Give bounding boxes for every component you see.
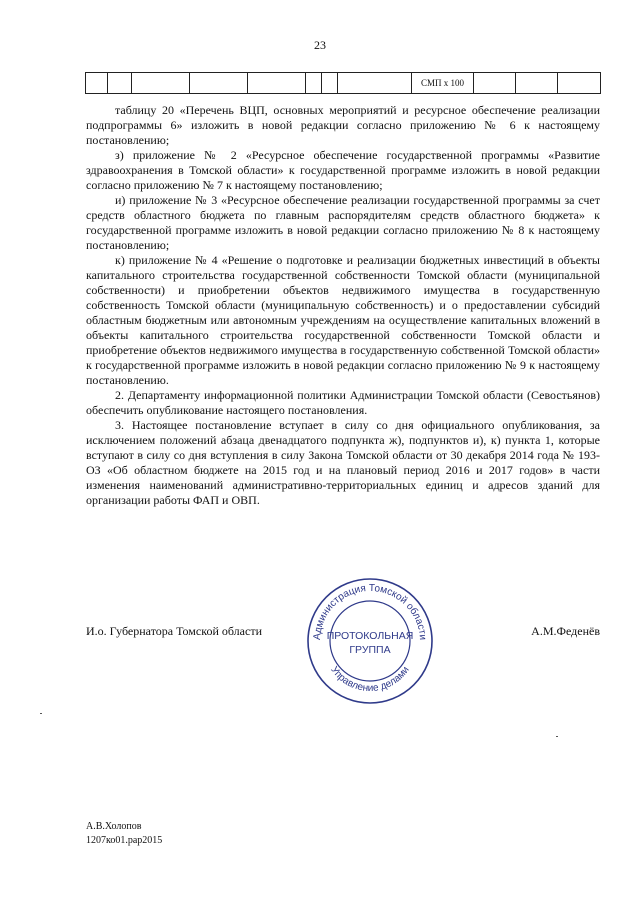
table-cell: [558, 73, 601, 94]
paragraph-subitem-k: к) приложение № 4 «Решение о подготовке и реализации бюджетных инвестиций в объекты капитального строительства государственной собственности Томской области (муниципальной собственности) и приобретении объектов недвижимого имущества в государственную собственность Томской области (муниципальную собственность) и о предоставлении субсидий областным бюджетным или автономным учреждениям на осуществление капитальных вложений в объекты капитального строительства государственной собственности Томской области и приобретение объектов недвижимого имущества в государственную собственной Томской области» к государственной программе изложить в новой редакции согласно приложению № 9 к настоящему постановлению.: [86, 253, 600, 387]
scan-speck: [40, 713, 42, 714]
paragraph-item-3: 3. Настоящее постановление вступает в силу со дня официального опубликования, за исключением положений абзаца двенадцатого подпункта ж), подпунктов и), к) пункта 1, которые вступают в силу со дня вступления в силу Закона Томской области от 30 декабря 2014 года № 193-ОЗ «Об областном бюджете на 2015 год и на плановый период 2016 и 2017 годов» в части изменения наименований административно-территориальных единиц и адресов зданий для организации работы ФАП и ОВП.: [86, 418, 600, 507]
scan-speck: [556, 736, 558, 737]
table-cell: [108, 73, 132, 94]
table-cell: [322, 73, 338, 94]
signer-name: А.М.Феденёв: [531, 624, 600, 638]
official-stamp: [304, 575, 436, 707]
stamp-center-line2: ГРУППА: [349, 644, 391, 656]
footer-author: А.В.Холопов: [86, 821, 142, 832]
document-body: [86, 103, 600, 508]
table-cell: [248, 73, 306, 94]
table-continuation-strip: [85, 72, 601, 94]
table-cell: [474, 73, 516, 94]
table-cell: [338, 73, 412, 94]
signer-title: И.о. Губернатора Томской области: [86, 624, 262, 638]
stamp-ring-bottom: Управление делами: [328, 664, 412, 695]
page-number: 23: [314, 38, 326, 52]
paragraph-item-2: 2. Департаменту информационной политики Администрации Томской области (Севостьянов) обеспечить опубликование настоящего постановления.: [86, 388, 600, 417]
table-cell: [190, 73, 248, 94]
table-cell: [306, 73, 322, 94]
footer-doc-ref: 1207ко01.рар2015: [86, 835, 163, 846]
table-cell: [132, 73, 190, 94]
table-cell-smp: СМП х 100: [412, 73, 474, 94]
stamp-ring-top: Администрация Томской области: [311, 582, 429, 641]
paragraph-subitem-z: з) приложение № 2 «Ресурсное обеспечение государственной программы «Развитие здравоохранения в Томской области» к государственной программе изложить в новой редакции согласно приложению № 7 к настоящему постановлению;: [86, 148, 600, 192]
table-cell: [86, 73, 108, 94]
table-cell: [516, 73, 558, 94]
stamp-center-line1: ПРОТОКОЛЬНАЯ: [326, 630, 414, 642]
paragraph-subitem-i: и) приложение № 3 «Ресурсное обеспечение реализации государственной программы за счет средств областного бюджета по главным распорядителям средств областного бюджета» к государственной программе изложить в новой редакции согласно приложению № 8 к настоящему постановлению;: [86, 193, 600, 252]
footer-block: [86, 820, 162, 848]
paragraph-table20: таблицу 20 «Перечень ВЦП, основных мероприятий и ресурсное обеспечение реализации подпрограммы 6» изложить в новой редакции согласно приложению № 6 к настоящему постановлению;: [86, 103, 600, 147]
